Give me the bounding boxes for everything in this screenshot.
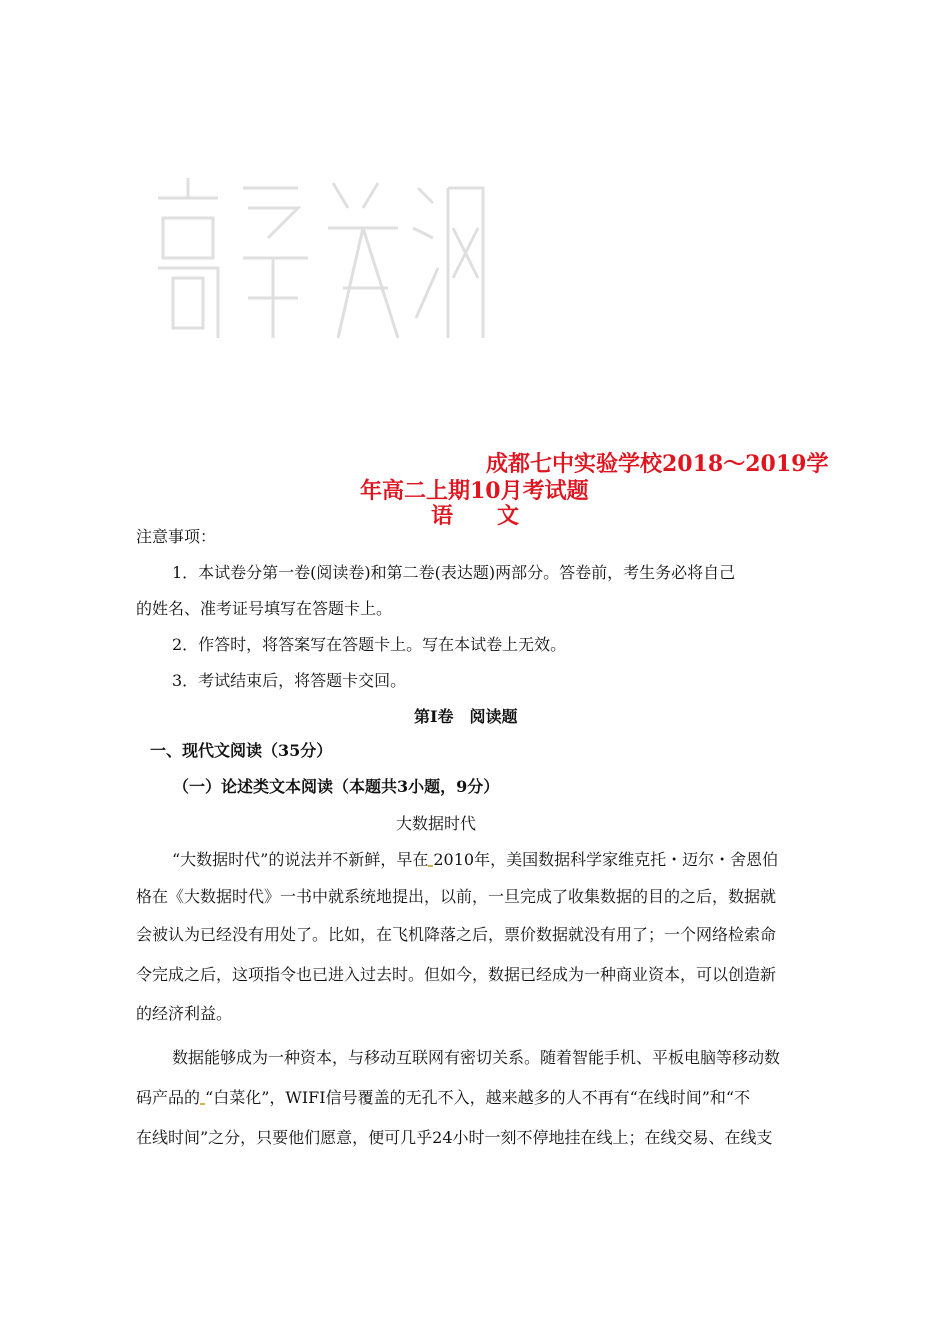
exam-title-line-1: 成都七中实验学校2018～2019学: [486, 451, 829, 477]
notice-item-1-line-2: 的姓名、准考证号填写在答题卡上。: [136, 599, 393, 618]
article-title: 大数据时代: [396, 814, 477, 833]
article-p2-line-1: 数据能够成为一种资本，与移动互联网有密切关系。随着智能手机、平板电脑等移动数: [172, 1048, 781, 1067]
article-p2-line-3: 在线时间”之分，只要他们愿意，便可几乎24小时一刻不停地挂在线上；在线交易、在线支: [136, 1128, 773, 1147]
article-p1-line-3: 会被认为已经没有用处了。比如，在飞机降落之后，票价数据就没有用了；一个网络检索命: [136, 925, 777, 944]
article-p1-line-4: 令完成之后，这项指令也已进入过去时。但如今，数据已经成为一种商业资本，可以创造新: [136, 965, 777, 984]
notice-item-1-line-1: 1．本试卷分第一卷(阅读卷)和第二卷(表达题)两部分。答卷前，考生务必将自己: [172, 563, 736, 582]
exam-title-line-2: 年高二上期10月考试题: [360, 478, 589, 504]
notice-item-3: 3．考试结束后，将答题卡交回。: [172, 671, 407, 690]
article-p1-line-5: 的经济利益。: [136, 1004, 233, 1023]
subject-title: 语文: [431, 503, 564, 529]
article-p1-line-2: 格在《大数据时代》一书中就系统地提出，以前，一旦完成了收集数据的目的之后，数据就: [136, 887, 777, 906]
article-p2-line-2: 码产品的 “白菜化”，WIFI信号覆盖的无孔不入，越来越多的人不再有“在线时间”和“不: [136, 1088, 751, 1107]
subpart-title: （一）论述类文本阅读（本题共3小题，9分）: [173, 777, 500, 796]
article-p1-line-1: “大数据时代”的说法并不新鲜，早在 2010年，美国数据科学家维克托・迈尔・舍恩伯: [172, 850, 779, 869]
part-title: 一、现代文阅读（35分）: [150, 741, 333, 760]
notice-item-2: 2．作答时，将答案写在答题卡上。写在本试卷上无效。: [172, 635, 567, 654]
volume-title: 第Ⅰ卷 阅读题: [414, 707, 518, 726]
watermark-logo-icon: [148, 168, 488, 348]
notice-heading: 注意事项：: [136, 527, 217, 546]
